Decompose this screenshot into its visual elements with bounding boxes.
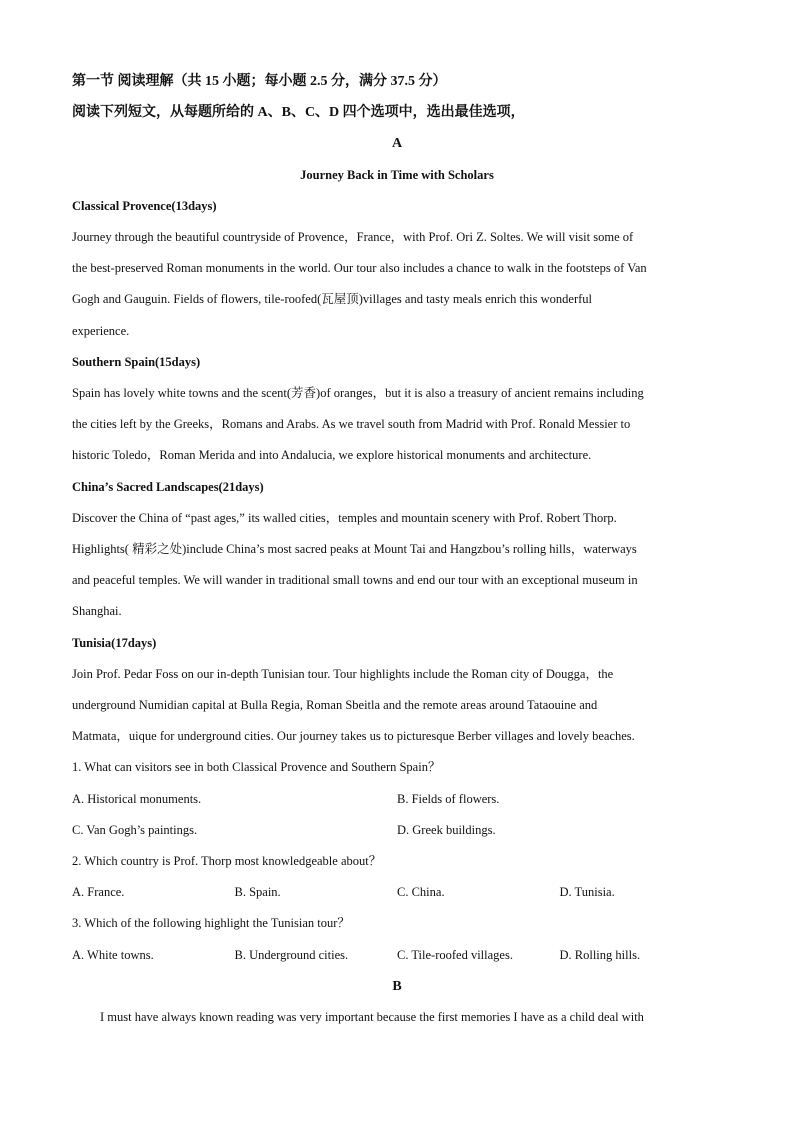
section-heading-provence: Classical Provence(13days) bbox=[72, 198, 217, 213]
text-line: Highlights( 精彩之处)include China’s most sacred peaks at Mount Tai and Hangzbou’s rolling hills，waterways bbox=[72, 542, 637, 557]
text-line: the best-preserved Roman monuments in the world. Our tour also includes a chance to walk in the footsteps of Van bbox=[72, 261, 647, 276]
exam-page bbox=[72, 66, 722, 1033]
section-heading-china: China’s Sacred Landscapes(21days) bbox=[72, 479, 264, 494]
option-a[interactable]: A. White towns. bbox=[72, 947, 154, 962]
text-line: Shanghai. bbox=[72, 604, 122, 619]
section-header: 第一节 阅读理解（共 15 小题；每小题 2.5 分，满分 37.5 分） bbox=[72, 74, 447, 89]
option-c[interactable]: C. Van Gogh’s paintings. bbox=[72, 822, 198, 837]
option-d[interactable]: D. Rolling hills. bbox=[559, 947, 641, 962]
passage-a-title: Journey Back in Time with Scholars bbox=[300, 167, 494, 182]
text-line: underground Numidian capital at Bulla Regia, Roman Sbeitla and the remote areas around Tataouine and bbox=[72, 698, 598, 713]
question-1-options-row-1 bbox=[72, 784, 722, 815]
option-d[interactable]: D. Greek buildings. bbox=[397, 822, 496, 837]
text-line: Join Prof. Pedar Foss on our in-depth Tunisian tour. Tour highlights include the Roman city of Dougga，the bbox=[72, 666, 614, 681]
passage-a-letter: A bbox=[391, 136, 403, 152]
option-a[interactable]: A. Historical monuments. bbox=[72, 791, 202, 806]
text-line: Discover the China of “past ages,” its walled cities，temples and mountain scenery with Prof. Robert Thorp. bbox=[72, 510, 617, 525]
section-heading-tunisia: Tunisia(17days) bbox=[72, 635, 157, 650]
option-d[interactable]: D. Tunisia. bbox=[559, 885, 615, 900]
option-b[interactable]: B. Underground cities. bbox=[234, 947, 349, 962]
question-1-options-row-2 bbox=[72, 815, 722, 846]
passage-b-first-line: I must have always known reading was very important because the first memories I have as a child deal with bbox=[100, 1010, 644, 1025]
instructions: 阅读下列短文，从每题所给的 A、B、C、D 四个选项中，选出最佳选项， bbox=[72, 105, 525, 121]
text-line: historic Toledo，Roman Merida and into Andalucia, we explore historical monuments and architecture. bbox=[72, 448, 592, 463]
option-a[interactable]: A. France. bbox=[72, 885, 125, 900]
section-heading-spain: Southern Spain(15days) bbox=[72, 354, 201, 369]
passage-b-letter: B bbox=[392, 978, 402, 994]
text-line: and peaceful temples. We will wander in traditional small towns and end our tour with an exceptional museum in bbox=[72, 573, 638, 588]
question-2-stem: 2. Which country is Prof. Thorp most knowledgeable about？ bbox=[72, 854, 382, 869]
question-3-stem: 3. Which of the following highlight the Tunisian tour？ bbox=[72, 916, 350, 931]
text-line: Matmata，uique for underground cities. Our journey takes us to picturesque Berber villages and lovely beaches. bbox=[72, 729, 635, 744]
text-line: Journey through the beautiful countryside of Provence，France，with Prof. Ori Z. Soltes. We will visit some of bbox=[72, 230, 634, 245]
text-line: experience. bbox=[72, 323, 130, 338]
question-2-options bbox=[72, 877, 722, 908]
text-line: the cities left by the Greeks，Romans and Arabs. As we travel south from Madrid with Prof. Ronald Messier to bbox=[72, 417, 631, 432]
question-3-options bbox=[72, 940, 722, 971]
option-b[interactable]: B. Fields of flowers. bbox=[397, 791, 500, 806]
option-c[interactable]: C. China. bbox=[397, 885, 445, 900]
option-b[interactable]: B. Spain. bbox=[234, 885, 281, 900]
question-1-stem: 1. What can visitors see in both Classical Provence and Southern Spain？ bbox=[72, 760, 441, 775]
option-c[interactable]: C. Tile-roofed villages. bbox=[397, 947, 513, 962]
text-line: Gogh and Gauguin. Fields of flowers, tile-roofed(瓦屋顶)villages and tasty meals enrich this wonderful bbox=[72, 292, 593, 307]
text-line: Spain has lovely white towns and the scent(芳香)of oranges，but it is also a treasury of ancient remains including bbox=[72, 386, 644, 401]
